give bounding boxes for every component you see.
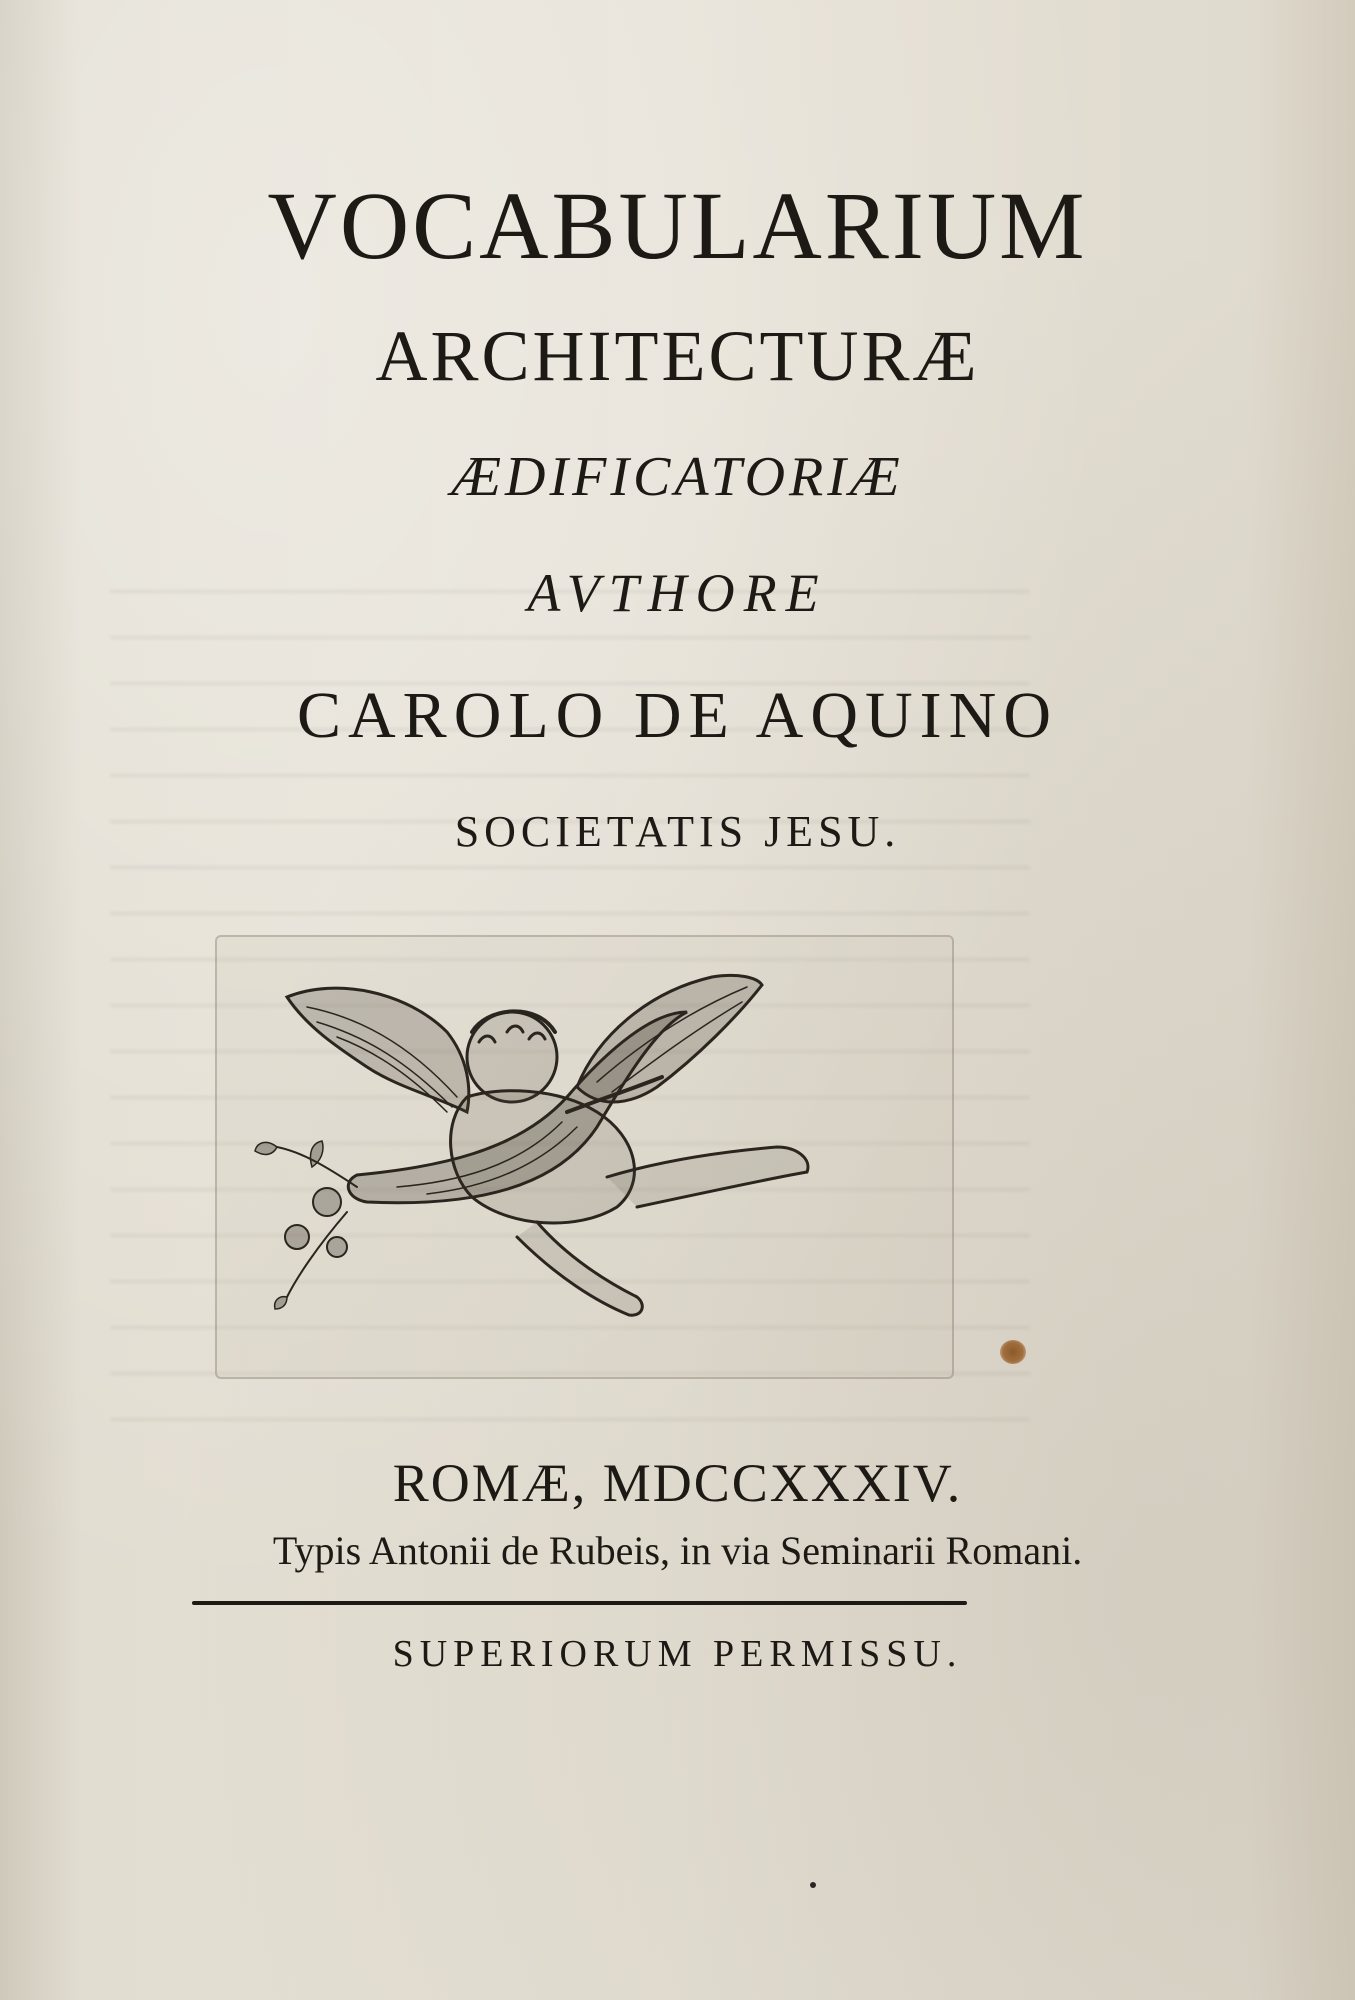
printer-vignette — [215, 935, 954, 1379]
book-subtitle-line-1: ARCHITECTURÆ — [375, 316, 980, 396]
imprint-place-year: ROMÆ, MDCCXXXIV. — [392, 1453, 963, 1513]
author-label: AVTHORE — [527, 563, 828, 623]
imprint-printer: Typis Antonii de Rubeis, in via Seminarii Romani. — [272, 1528, 1083, 1573]
winged-putto-engraving-icon — [217, 937, 952, 1377]
ink-speck — [810, 1882, 816, 1888]
book-title: VOCABULARIUM — [267, 172, 1088, 279]
foxing-stain — [1000, 1340, 1026, 1364]
society-name: SOCIETATIS JESU. — [454, 807, 901, 856]
author-name: CAROLO DE AQUINO — [297, 679, 1058, 752]
horizontal-rule — [192, 1601, 967, 1605]
permission-line: SUPERIORUM PERMISSU. — [392, 1633, 963, 1675]
book-subtitle-line-2: ÆDIFICATORIÆ — [451, 446, 904, 508]
